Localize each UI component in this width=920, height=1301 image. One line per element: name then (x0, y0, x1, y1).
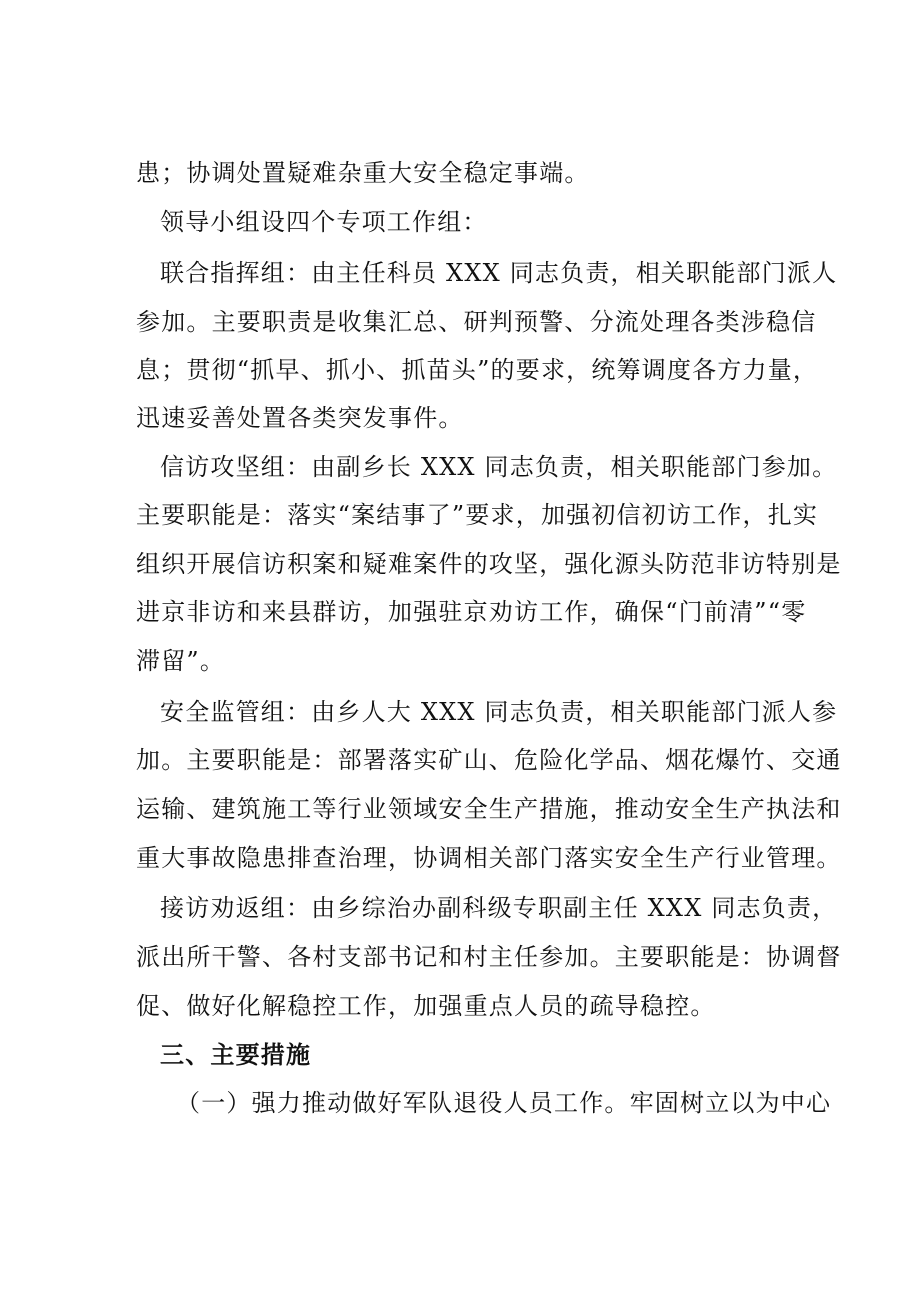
body-line-5: 息；贯彻“抓早、抓小、抓苗头”的要求，统筹调度各方力量， (136, 356, 819, 384)
section-heading: 三、主要措施 (160, 1041, 312, 1069)
body-line-8: 主要职能是：落实“案结事了”要求，加强初信初访工作，扎实 (136, 501, 819, 529)
body-line-1: 患；协调处置疑难杂重大安全稳定事端。 (136, 159, 590, 187)
body-line-2: 领导小组设四个专项工作组： (160, 208, 488, 236)
body-line-12: 安全监管组：由乡人大 XXX 同志负责，相关职能部门派人参 (160, 698, 838, 726)
body-line-16: 接访劝返组：由乡综治办副科级专职副主任 XXX 同志负责， (160, 894, 838, 922)
body-line-15: 重大事故隐患排查治理，协调相关部门落实安全生产行业管理。 (136, 844, 842, 872)
body-line-17: 派出所干警、各村支部书记和村主任参加。主要职能是：协调督 (136, 943, 842, 971)
body-line-7: 信访攻坚组：由副乡长 XXX 同志负责，相关职能部门参加。 (160, 453, 838, 481)
body-line-10: 进京非访和来县群访，加强驻京劝访工作，确保“门前清”“零 (136, 598, 807, 626)
body-line-3: 联合指挥组：由主任科员 XXX 同志负责，相关职能部门派人 (160, 259, 838, 287)
body-line-18: 促、做好化解稳控工作，加强重点人员的疏导稳控。 (136, 992, 716, 1020)
body-line-11: 滞留”。 (136, 647, 226, 675)
body-line-20: （一）强力推动做好军队退役人员工作。牢固树立以为中心 (176, 1089, 832, 1117)
body-line-6: 迅速妥善处置各类突发事件。 (136, 404, 464, 432)
body-line-14: 运输、建筑施工等行业领域安全生产措施，推动安全生产执法和 (136, 795, 842, 823)
body-line-4: 参加。主要职责是收集汇总、研判预警、分流处理各类涉稳信 (136, 308, 817, 336)
body-line-13: 加。主要职能是：部署落实矿山、危险化学品、烟花爆竹、交通 (136, 746, 842, 774)
body-line-9: 组织开展信访积案和疑难案件的攻坚，强化源头防范非访特别是 (136, 550, 842, 578)
